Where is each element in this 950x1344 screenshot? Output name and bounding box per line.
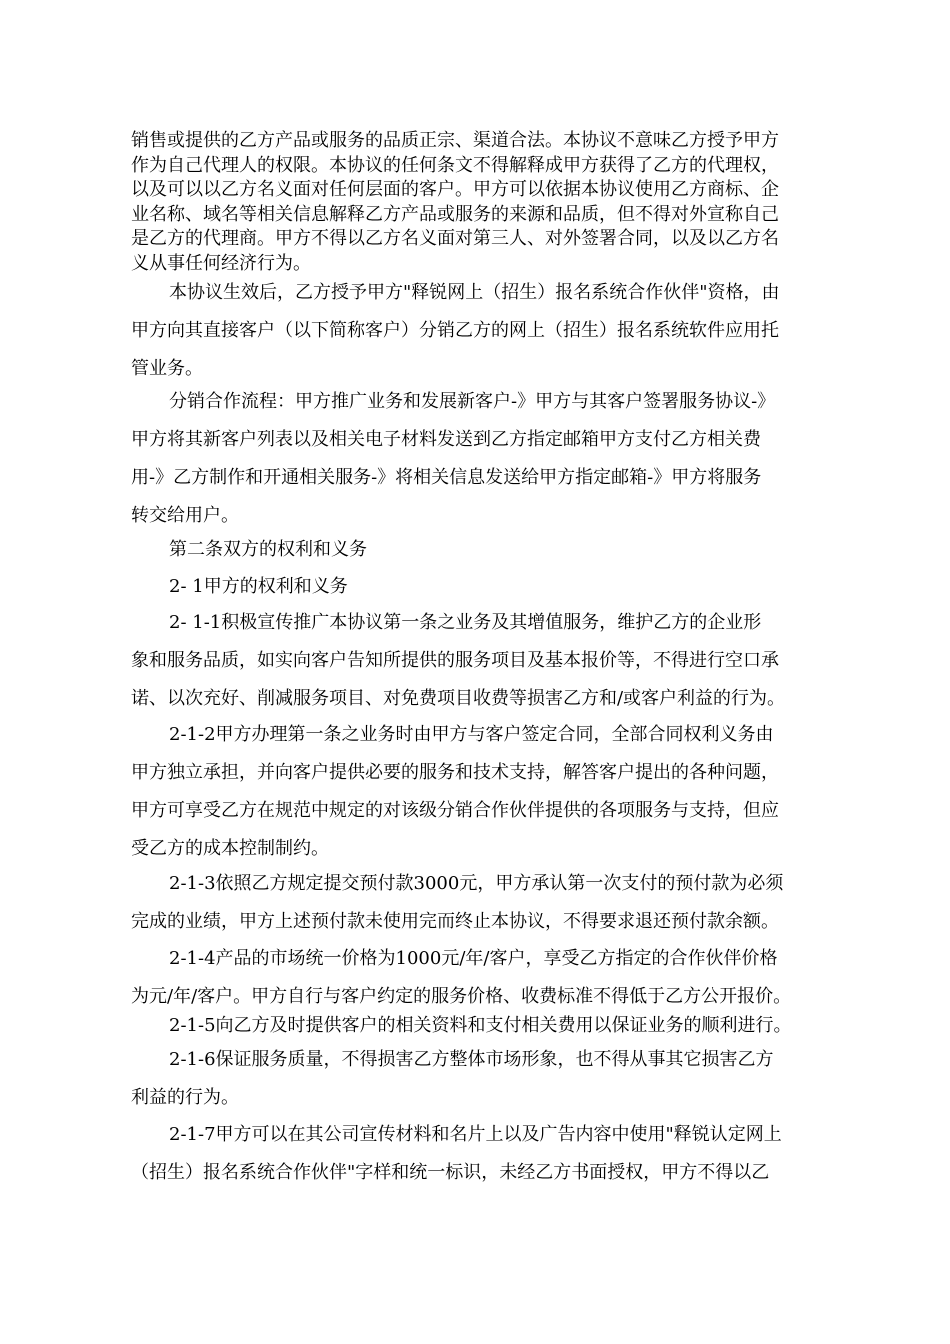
text-line: 甲方向其直接客户（以下简称客户）分销乙方的网上（招生）报名系统软件应用托: [131, 320, 779, 341]
text-line: 甲方独立承担，并向客户提供必要的服务和技术支持，解答客户提出的各种问题，: [131, 762, 779, 783]
text-line: 作为自己代理人的权限。本协议的任何条文不得解释成甲方获得了乙方的代理权，: [131, 154, 779, 176]
text-line: 2-1-3依照乙方规定提交预付款3000元，甲方承认第一次支付的预付款为必须: [169, 873, 784, 894]
subsection-heading-2-1: [131, 568, 831, 606]
text-line: 2-1-5向乙方及时提供客户的相关资料和支付相关费用以保证业务的顺利进行。: [169, 1015, 792, 1036]
text-line: 本协议生效后，乙方授予甲方"释锐网上（招生）报名系统合作伙伴"资格，由: [169, 282, 780, 303]
clause-2-1-7: [131, 1116, 831, 1192]
text-line: 利益的行为。: [131, 1087, 239, 1108]
text-line: 管业务。: [131, 358, 203, 379]
clause-2-1-3: [131, 865, 831, 941]
text-line: 业名称、域名等相关信息解释乙方产品或服务的来源和品质，但不得对外宣称自己: [131, 203, 779, 225]
text-line: 为元/年/客户。甲方自行与客户约定的服务价格、收费标准不得低于乙方公开报价。: [131, 986, 792, 1007]
paragraph-distribution-process: [131, 383, 831, 535]
paragraph-authorization: [131, 274, 831, 388]
text-line: 义从事任何经济行为。: [131, 252, 311, 274]
clause-2-1-5: [131, 1007, 831, 1045]
text-line: 诺、以次充好、削减服务项目、对免费项目收费等损害乙方和/或客户利益的行为。: [131, 688, 786, 709]
clause-2-1-6: [131, 1041, 831, 1117]
text-line: 分销合作流程：甲方推广业务和发展新客户-》甲方与其客户签署服务协议-》: [169, 391, 776, 412]
text-line: 2-1-4产品的市场统一价格为1000元/年/客户，享受乙方指定的合作伙伴价格: [169, 948, 778, 969]
text-line: 完成的业绩，甲方上述预付款未使用完而终止本协议，不得要求退还预付款余额。: [131, 911, 779, 932]
opening-paragraph: [131, 129, 831, 276]
text-line: 2- 1甲方的权利和义务: [169, 576, 348, 597]
text-line: 2-1-2甲方办理第一条之业务时由甲方与客户签定合同，全部合同权利义务由: [169, 724, 774, 745]
text-line: 销售或提供的乙方产品或服务的品质正宗、渠道合法。本协议不意味乙方授予甲方: [131, 130, 779, 151]
text-line: 受乙方的成本控制制约。: [131, 838, 329, 859]
text-line: 甲方可享受乙方在规范中规定的对该级分销合作伙伴提供的各项服务与支持，但应: [131, 800, 779, 821]
clause-2-1-2: [131, 716, 831, 868]
text-line: 2-1-6保证服务质量，不得损害乙方整体市场形象，也不得从事其它损害乙方: [169, 1049, 774, 1070]
text-line: 第二条双方的权利和义务: [169, 539, 367, 560]
text-line: 以及可以以乙方名义面对任何层面的客户。甲方可以依据本协议使用乙方商标、企: [131, 179, 779, 200]
text-line: 是乙方的代理商。甲方不得以乙方名义面对第三人、对外签署合同，以及以乙方名: [131, 228, 779, 249]
clause-2-1-4: [131, 940, 831, 1016]
text-line: 转交给用户。: [131, 505, 239, 526]
text-line: 象和服务品质，如实向客户告知所提供的服务项目及基本报价等，不得进行空口承: [131, 650, 779, 671]
text-line: 2- 1-1积极宣传推广本协议第一条之业务及其增值服务，维护乙方的企业形: [169, 612, 762, 633]
text-line: （招生）报名系统合作伙伴"字样和统一标识，未经乙方书面授权，甲方不得以乙: [131, 1162, 770, 1183]
clause-2-1-1: [131, 604, 831, 718]
text-line: 用-》乙方制作和开通相关服务-》将相关信息发送给甲方指定邮箱-》甲方将服务: [131, 467, 762, 488]
section-heading-article-2: [131, 531, 831, 569]
text-line: 2-1-7甲方可以在其公司宣传材料和名片上以及广告内容中使用"释锐认定网上: [169, 1124, 782, 1145]
text-line: 甲方将其新客户列表以及相关电子材料发送到乙方指定邮箱甲方支付乙方相关费: [131, 429, 761, 450]
